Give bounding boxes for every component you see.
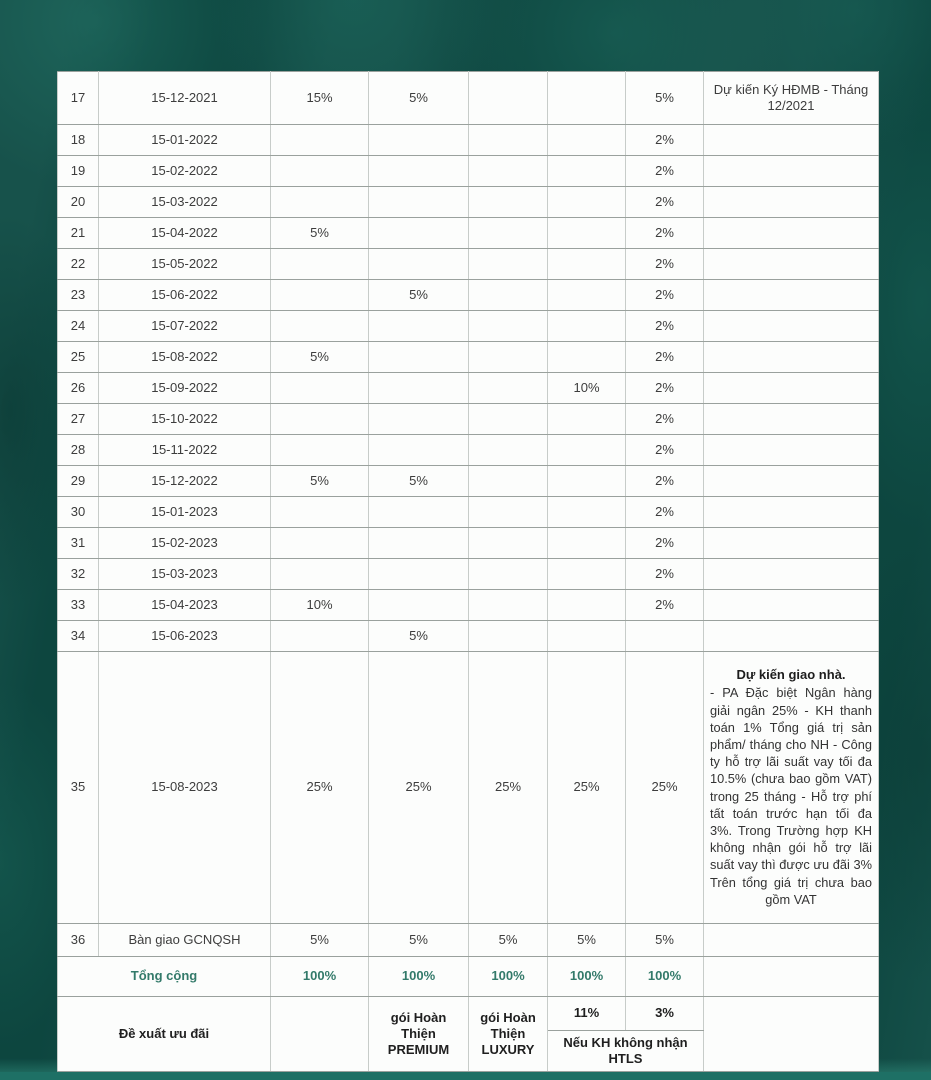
percent-cell [369, 156, 469, 187]
row-number-cell: 32 [58, 559, 99, 590]
date-cell: 15-12-2021 [99, 72, 271, 125]
row-number-cell: 31 [58, 528, 99, 559]
total-value: 100% [548, 957, 626, 997]
schedule-rows [58, 72, 879, 957]
proposal-pct1-cell: 11% [548, 997, 626, 1031]
note-cell [704, 621, 879, 652]
proposal-label: Đề xuất ưu đãi [58, 997, 271, 1072]
table-row [58, 497, 879, 528]
total-value: 100% [469, 957, 548, 997]
percent-cell [548, 218, 626, 249]
table-row [58, 342, 879, 373]
percent-cell [469, 280, 548, 311]
note-cell [704, 528, 879, 559]
percent-cell: 2% [626, 590, 704, 621]
percent-cell: 5% [369, 280, 469, 311]
date-cell: 15-03-2023 [99, 559, 271, 590]
percent-cell: 2% [626, 528, 704, 559]
row-number-cell: 24 [58, 311, 99, 342]
percent-cell: 10% [271, 590, 369, 621]
percent-cell [469, 72, 548, 125]
note-cell [704, 924, 879, 957]
percent-cell [271, 187, 369, 218]
percent-cell [271, 373, 369, 404]
percent-cell [548, 621, 626, 652]
total-value: 100% [271, 957, 369, 997]
percent-cell [469, 218, 548, 249]
percent-cell [271, 497, 369, 528]
row-number-cell: 22 [58, 249, 99, 280]
note-body: - PA Đặc biệt Ngân hàng giải ngân 25% - KH thanh toán 1% Tổng giá trị sản phẩm/ tháng cho NH - Công ty hỗ trợ lãi suất vay tối đa 10.5% (chưa bao gồm VAT) trong 25 tháng - Hỗ trợ phí tất toán trước hạn tối đa 3%. Trong Trường hợp KH không nhận gói hỗ trợ lãi suất vay thì được ưu đãi 3% Trên tổng giá trị chưa bao gồm VAT [710, 685, 872, 907]
percent-cell [271, 280, 369, 311]
row-number-cell: 35 [58, 652, 99, 924]
row-number-cell: 25 [58, 342, 99, 373]
note-cell [704, 559, 879, 590]
percent-cell [369, 373, 469, 404]
percent-cell: 2% [626, 404, 704, 435]
note-cell [704, 342, 879, 373]
percent-cell: 2% [626, 342, 704, 373]
percent-cell: 5% [626, 924, 704, 957]
bottom-edge-strip [0, 1072, 931, 1080]
percent-cell [469, 156, 548, 187]
percent-cell: 25% [626, 652, 704, 924]
total-label: Tổng cộng [58, 957, 271, 997]
percent-cell [369, 497, 469, 528]
percent-cell: 2% [626, 435, 704, 466]
percent-cell [369, 404, 469, 435]
percent-cell [369, 435, 469, 466]
note-cell [704, 249, 879, 280]
note-cell [704, 652, 879, 924]
percent-cell [271, 404, 369, 435]
percent-cell: 5% [271, 466, 369, 497]
table-row [58, 404, 879, 435]
percent-cell [469, 125, 548, 156]
total-note-cell [704, 957, 879, 997]
proposal-note-cell [704, 997, 879, 1072]
note-cell [704, 404, 879, 435]
percent-cell [548, 311, 626, 342]
percent-cell: 5% [369, 72, 469, 125]
row-number-cell: 18 [58, 125, 99, 156]
percent-cell [548, 528, 626, 559]
percent-cell [469, 559, 548, 590]
note-title: Dự kiến giao nhà. [736, 667, 846, 683]
date-cell: 15-02-2022 [99, 156, 271, 187]
percent-cell [469, 311, 548, 342]
percent-cell [548, 342, 626, 373]
date-cell: 15-09-2022 [99, 373, 271, 404]
table-row [58, 249, 879, 280]
date-cell: 15-11-2022 [99, 435, 271, 466]
percent-cell [548, 125, 626, 156]
percent-cell: 25% [469, 652, 548, 924]
row-number-cell: 36 [58, 924, 99, 957]
date-cell: 15-08-2022 [99, 342, 271, 373]
percent-cell: 5% [469, 924, 548, 957]
percent-cell: 25% [271, 652, 369, 924]
table-row [58, 72, 879, 125]
proposal-luxury-cell: gói Hoàn Thiện LUXURY [469, 997, 548, 1072]
percent-cell [469, 590, 548, 621]
table-row [58, 435, 879, 466]
percent-cell [369, 187, 469, 218]
percent-cell [469, 249, 548, 280]
percent-cell [469, 435, 548, 466]
row-number-cell: 23 [58, 280, 99, 311]
percent-cell [271, 156, 369, 187]
table-row [58, 466, 879, 497]
date-cell: 15-06-2023 [99, 621, 271, 652]
percent-cell [548, 559, 626, 590]
table-row [58, 125, 879, 156]
total-value: 100% [626, 957, 704, 997]
percent-cell [369, 590, 469, 621]
proposal-pct2-cell: 3% [626, 997, 704, 1031]
percent-cell [469, 621, 548, 652]
table-row [58, 528, 879, 559]
note-cell [704, 590, 879, 621]
row-number-cell: 19 [58, 156, 99, 187]
percent-cell: 2% [626, 311, 704, 342]
note-cell [704, 466, 879, 497]
table-row [58, 652, 879, 924]
table-row [58, 311, 879, 342]
percent-cell: 2% [626, 125, 704, 156]
note-cell: Dự kiến Ký HĐMB - Tháng 12/2021 [704, 72, 879, 125]
percent-cell: 15% [271, 72, 369, 125]
percent-cell [548, 497, 626, 528]
percent-cell: 2% [626, 466, 704, 497]
percent-cell [469, 342, 548, 373]
percent-cell [271, 249, 369, 280]
row-number-cell: 34 [58, 621, 99, 652]
total-value: 100% [369, 957, 469, 997]
percent-cell [548, 435, 626, 466]
percent-cell [271, 528, 369, 559]
percent-cell: 5% [271, 218, 369, 249]
row-number-cell: 17 [58, 72, 99, 125]
percent-cell: 2% [626, 373, 704, 404]
proposal-premium-cell: gói Hoàn Thiện PREMIUM [369, 997, 469, 1072]
row-number-cell: 29 [58, 466, 99, 497]
table-row [58, 924, 879, 957]
percent-cell: 2% [626, 249, 704, 280]
percent-cell: 25% [548, 652, 626, 924]
percent-cell: 2% [626, 559, 704, 590]
percent-cell [548, 249, 626, 280]
table-row [58, 559, 879, 590]
schedule-footer [58, 957, 879, 1072]
note-cell [704, 187, 879, 218]
percent-cell [548, 187, 626, 218]
percent-cell [469, 187, 548, 218]
percent-cell: 2% [626, 497, 704, 528]
date-cell: 15-10-2022 [99, 404, 271, 435]
percent-cell: 10% [548, 373, 626, 404]
row-number-cell: 30 [58, 497, 99, 528]
date-cell: 15-04-2023 [99, 590, 271, 621]
note-cell [704, 373, 879, 404]
note-cell [704, 125, 879, 156]
percent-cell [271, 435, 369, 466]
percent-cell [469, 497, 548, 528]
percent-cell: 5% [369, 621, 469, 652]
percent-cell [469, 466, 548, 497]
date-cell: Bàn giao GCNQSH [99, 924, 271, 957]
proposal-condition-cell: Nếu KH không nhận HTLS [548, 1031, 704, 1072]
date-cell: 15-07-2022 [99, 311, 271, 342]
percent-cell [469, 528, 548, 559]
total-row [58, 957, 879, 997]
percent-cell: 25% [369, 652, 469, 924]
payment-schedule-table [57, 71, 879, 1072]
date-cell: 15-03-2022 [99, 187, 271, 218]
percent-cell [548, 280, 626, 311]
percent-cell [271, 311, 369, 342]
row-number-cell: 27 [58, 404, 99, 435]
percent-cell: 5% [369, 466, 469, 497]
percent-cell [369, 125, 469, 156]
date-cell: 15-01-2023 [99, 497, 271, 528]
percent-cell: 5% [271, 924, 369, 957]
table-row [58, 280, 879, 311]
date-cell: 15-12-2022 [99, 466, 271, 497]
percent-cell [271, 125, 369, 156]
date-cell: 15-04-2022 [99, 218, 271, 249]
row-number-cell: 33 [58, 590, 99, 621]
percent-cell: 2% [626, 280, 704, 311]
date-cell: 15-05-2022 [99, 249, 271, 280]
row-number-cell: 28 [58, 435, 99, 466]
note-cell [704, 156, 879, 187]
percent-cell [469, 373, 548, 404]
table-row [58, 156, 879, 187]
percent-cell [271, 559, 369, 590]
date-cell: 15-02-2023 [99, 528, 271, 559]
note-cell [704, 497, 879, 528]
percent-cell: 2% [626, 218, 704, 249]
percent-cell: 5% [626, 72, 704, 125]
date-cell: 15-08-2023 [99, 652, 271, 924]
percent-cell [369, 311, 469, 342]
row-number-cell: 20 [58, 187, 99, 218]
table-row [58, 187, 879, 218]
percent-cell: 5% [369, 924, 469, 957]
percent-cell [548, 590, 626, 621]
note-cell [704, 280, 879, 311]
table-row [58, 621, 879, 652]
percent-cell: 5% [271, 342, 369, 373]
note-cell [704, 435, 879, 466]
percent-cell [626, 621, 704, 652]
row-number-cell: 21 [58, 218, 99, 249]
percent-cell [548, 466, 626, 497]
percent-cell: 5% [548, 924, 626, 957]
table-row [58, 590, 879, 621]
percent-cell [469, 404, 548, 435]
row-number-cell: 26 [58, 373, 99, 404]
note-cell [704, 311, 879, 342]
percent-cell [369, 528, 469, 559]
date-cell: 15-06-2022 [99, 280, 271, 311]
proposal-row [58, 997, 879, 1031]
percent-cell [271, 621, 369, 652]
percent-cell [369, 218, 469, 249]
note-cell [704, 218, 879, 249]
percent-cell: 2% [626, 156, 704, 187]
percent-cell [369, 559, 469, 590]
proposal-empty-cell [271, 997, 369, 1072]
percent-cell [548, 72, 626, 125]
table-row [58, 218, 879, 249]
percent-cell [548, 404, 626, 435]
percent-cell [548, 156, 626, 187]
date-cell: 15-01-2022 [99, 125, 271, 156]
percent-cell [369, 342, 469, 373]
table-row [58, 373, 879, 404]
percent-cell [369, 249, 469, 280]
percent-cell: 2% [626, 187, 704, 218]
